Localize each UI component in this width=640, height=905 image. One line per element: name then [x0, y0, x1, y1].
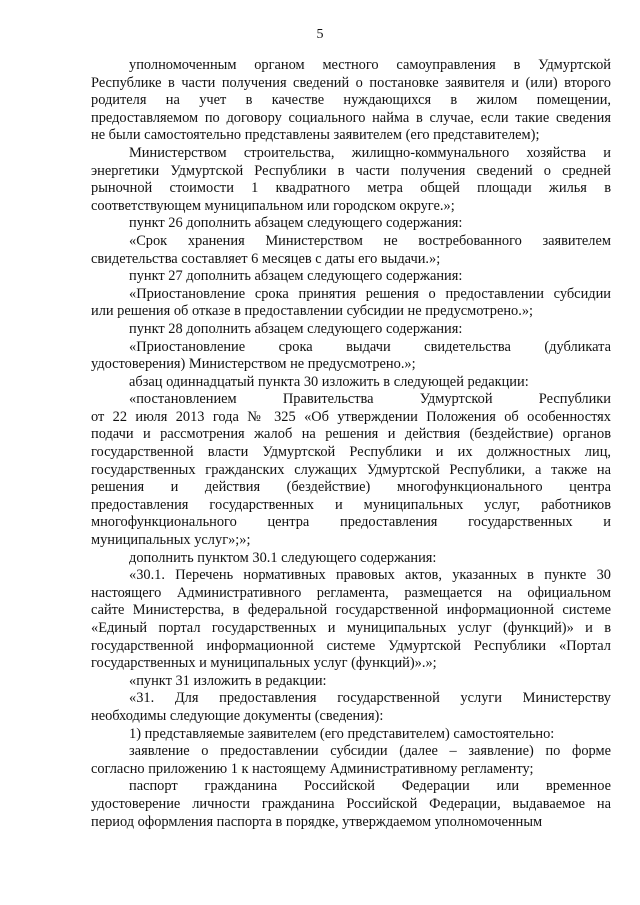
paragraph-line: «30.1. Перечень нормативных правовых актов, указанных в пункте 30	[129, 567, 611, 584]
paragraph-line: или решения об отказе в предоставлении субсидии не предусмотрено.»;	[91, 303, 534, 320]
paragraph-line: предоставляемом по договору социального найма в случае, если такие сведения	[91, 109, 611, 126]
paragraph-line: пункт 27 дополнить абзацем следующего содержания:	[129, 268, 463, 285]
paragraph-line: «пункт 31 изложить в редакции:	[129, 672, 327, 689]
paragraph-line: 1) представляемые заявителем (его представителем) самостоятельно:	[129, 725, 555, 742]
paragraph-line: Министерством строительства, жилищно-коммунального хозяйства и	[129, 144, 611, 161]
paragraph-line: энергетики Удмуртской Республики в части получения сведений о средней	[91, 162, 611, 179]
paragraph-line: согласно приложению 1 к настоящему Административному регламенту;	[91, 760, 534, 777]
paragraph-line: «Единый портал государственных и муниципальных услуг (функций)» и в	[91, 620, 611, 636]
paragraph-line: муниципальных услуг»;»;	[91, 532, 251, 549]
paragraph-line: государственной информационной системе Удмуртской Республики «Портал	[91, 637, 611, 654]
document-body	[91, 57, 611, 831]
paragraph-line: родителя на учет в качестве нуждающихся в жилом помещении,	[91, 92, 611, 109]
paragraph-line: уполномоченным органом местного самоуправления в Удмуртской	[129, 57, 611, 73]
paragraph-line: многофункционального центра предоставления государственных и	[91, 514, 611, 531]
paragraph-line: удостоверения) Министерством не предусмотрено.»;	[91, 356, 416, 373]
paragraph-line: Республике в части получения сведений о постановке заявителя и (или) второго	[91, 74, 611, 91]
paragraph-line: настоящего Административного регламента, размещается на официальном	[91, 584, 611, 601]
paragraph-line: «Приостановление срока принятия решения о предоставлении субсидии	[129, 285, 611, 302]
paragraph-line: пункт 28 дополнить абзацем следующего содержания:	[129, 320, 463, 337]
paragraph-line: «Срок хранения Министерством не востребованного заявителем	[129, 232, 611, 249]
paragraph-line: «31. Для предоставления государственной услуги Министерству	[129, 690, 611, 707]
paragraph-line: решения и действия (бездействие) многофункционального центра	[91, 479, 611, 496]
paragraph-line: паспорт гражданина Российской Федерации или временное	[129, 778, 611, 795]
paragraph-line: заявление о предоставлении субсидии (далее – заявление) по форме	[129, 743, 611, 760]
paragraph-line: подачи и рассмотрения жалоб на решения и действия (бездействие) органов	[91, 426, 611, 443]
paragraph-line: «постановлением Правительства Удмуртской Республики	[129, 391, 611, 408]
paragraph-line: период оформления паспорта в порядке, утверждаемом уполномоченным	[91, 813, 543, 830]
paragraph-line: не были самостоятельно представлены заявителем (его представителем);	[91, 127, 540, 144]
paragraph-line: удостоверение личности гражданина Российской Федерации, выдаваемое на	[91, 795, 611, 812]
paragraph-line: государственных гражданских служащих Удмуртской Республики, а также на	[91, 461, 611, 478]
paragraph-line: государственных и муниципальных услуг (функций)».»;	[91, 655, 437, 672]
paragraph-line: пункт 26 дополнить абзацем следующего содержания:	[129, 215, 463, 232]
paragraph-line: от 22 июля 2013 года № 325 «Об утверждении Положения об особенностях	[91, 408, 611, 425]
paragraph-line: соответствующем муниципальном или городском округе.»;	[91, 197, 455, 214]
paragraph-line: «Приостановление срока выдачи свидетельства (дубликата	[129, 338, 611, 355]
paragraph-line: предоставления государственных и муниципальных услуг, работников	[91, 496, 611, 513]
paragraph-line: сайте Министерства, в федеральной государственной информационной системе	[91, 602, 611, 619]
paragraph-line: рыночной стоимости 1 квадратного метра общей площади жилья в	[91, 180, 611, 197]
paragraph-line: свидетельства составляет 6 месяцев с даты его выдачи.»;	[91, 250, 441, 267]
paragraph-line: дополнить пунктом 30.1 следующего содержания:	[129, 549, 437, 566]
paragraph-line: абзац одиннадцатый пункта 30 изложить в следующей редакции:	[129, 373, 529, 390]
page-number: 5	[316, 27, 324, 42]
paragraph-line: необходимы следующие документы (сведения):	[91, 707, 384, 724]
paragraph-line: государственной власти Удмуртской Республики и их должностных лиц,	[91, 444, 611, 461]
